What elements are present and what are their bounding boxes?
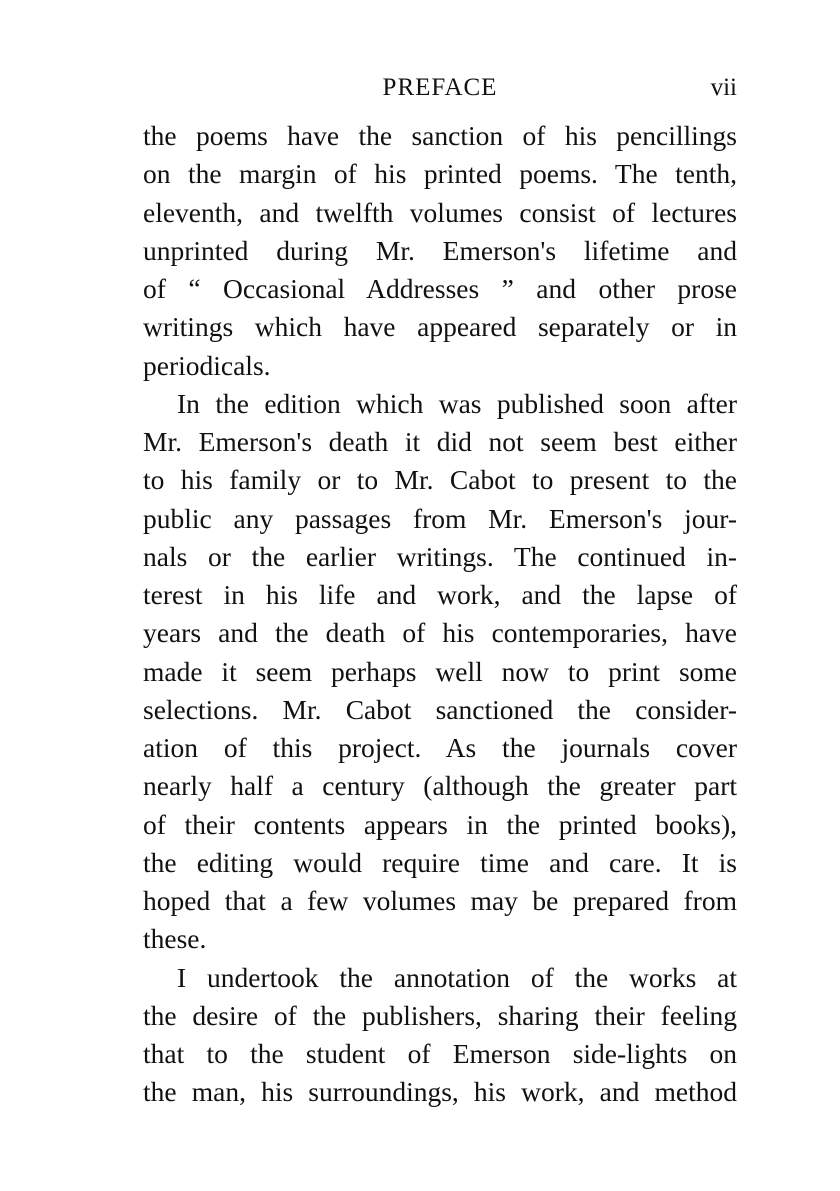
paragraph-line: on the margin of his printed poems. The tenth, (143, 158, 737, 190)
paragraph-line: periodicals. (143, 349, 271, 381)
paragraph-line: made it seem perhaps well now to print some (143, 655, 737, 687)
paragraph-line: that to the student of Emerson side-lights on (143, 1038, 737, 1069)
paragraph-line: hoped that a few volumes may be prepared from (143, 885, 737, 916)
paragraph-line: In the edition which was published soon after (177, 387, 737, 419)
paragraph-line: years and the death of his contemporaries, have (143, 617, 737, 649)
paragraph-line: nearly half a century (although the greater part (143, 770, 737, 802)
paragraph-line: of their contents appears in the printed books), (143, 808, 737, 840)
page-number: vii (710, 74, 737, 101)
paragraph-line: nals or the earlier writings. The continued in- (143, 540, 737, 572)
paragraph-line: selections. Mr. Cabot sanctioned the consider- (143, 693, 737, 725)
paragraph-line: these. (143, 923, 207, 955)
paragraph-line: public any passages from Mr. Emerson's jour- (143, 502, 737, 534)
paragraph-line: ation of this project. As the journals cover (143, 732, 737, 763)
running-head-title: PREFACE (382, 74, 498, 101)
running-head (143, 74, 737, 106)
paragraph-line: terest in his life and work, and the lapse of (143, 579, 737, 610)
paragraph-line: the poems have the sanction of his pencillings (143, 120, 737, 151)
paragraph-line: of “ Occasional Addresses ” and other prose (143, 273, 737, 304)
body-text (143, 117, 737, 1112)
paragraph-line: unprinted during Mr. Emerson's lifetime and (143, 234, 737, 266)
paragraph-line: eleventh, and twelfth volumes consist of lectures (143, 196, 737, 228)
paragraph-line: the editing would require time and care. It is (143, 846, 737, 878)
paragraph-line: writings which have appeared separately or in (143, 311, 737, 343)
paragraph-line: the man, his surroundings, his work, and method (143, 1076, 737, 1108)
paragraph-line: to his family or to Mr. Cabot to present to the (143, 464, 737, 496)
paragraph-line: the desire of the publishers, sharing their feeling (143, 999, 737, 1031)
paragraph-line: Mr. Emerson's death it did not seem best either (143, 426, 737, 457)
paragraph-line: I undertook the annotation of the works at (177, 961, 737, 993)
